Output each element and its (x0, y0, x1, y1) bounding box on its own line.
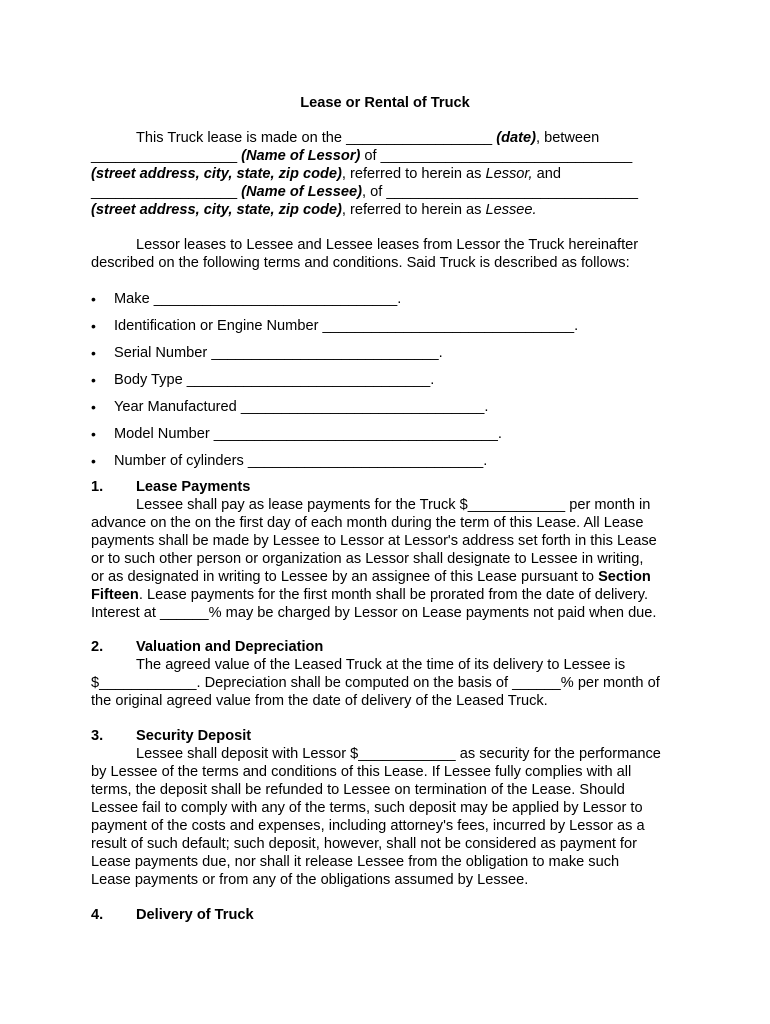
list-item-serial-number (91, 344, 711, 371)
body-line: Lessee shall pay as lease payments for the Truck $____________ per month in (136, 497, 651, 513)
body-line (91, 586, 691, 604)
lessor-address-label: (street address, city, state, zip code) (91, 166, 342, 182)
section-number: 3. (91, 728, 104, 744)
body-text: . Lease payments for the first month shall be prorated from the date of delivery. (138, 587, 648, 603)
description-line-1: Lessor leases to Lessee and Lessee leases from Lessor the Truck hereinafter (136, 237, 639, 253)
list-item-cylinders (91, 452, 711, 479)
intro-line-2 (91, 147, 691, 165)
body-line: The agreed value of the Leased Truck at the time of its delivery to Lessee is (136, 657, 626, 673)
body-line (91, 568, 691, 586)
list-item-text: Year Manufactured ______________________________. (114, 399, 489, 415)
section-reference: Section (598, 569, 651, 585)
lessee-name-blank: __________________ (91, 184, 242, 200)
lessee-address-blank: , of _______________________________ (362, 184, 638, 200)
section-2-heading (91, 638, 691, 656)
intro-text: This Truck lease is made on the __________________ (136, 130, 497, 146)
section-title: Valuation and Depreciation (136, 639, 324, 655)
bullet-icon: • (91, 426, 96, 442)
bullet-icon: • (91, 291, 96, 307)
truck-details-list (91, 290, 711, 479)
intro-text: and (532, 166, 561, 182)
list-item-text: Serial Number ____________________________. (114, 345, 443, 361)
section-3-body (91, 745, 691, 889)
bullet-icon: • (91, 399, 96, 415)
list-item-make (91, 290, 711, 317)
intro-line-4 (91, 183, 691, 201)
bullet-icon: • (91, 372, 96, 388)
lessor-address-blank: of _______________________________ (360, 148, 633, 164)
body-line: payment of the costs and expenses, including attorney's fees, incurred by Lessor as a (91, 818, 645, 834)
section-title: Security Deposit (136, 728, 252, 744)
body-text: or as designated in writing to Lessee by an assignee of this Lease pursuant to (91, 569, 599, 585)
list-item-body-type (91, 371, 711, 398)
section-number: 4. (91, 907, 104, 923)
body-line: the original agreed value from the date of delivery of the Leased Truck. (91, 693, 548, 709)
section-1-body (91, 496, 691, 622)
lessee-name-label: (Name of Lessee) (241, 184, 363, 200)
list-item-text: Number of cylinders _____________________________. (114, 453, 488, 469)
list-item-engine-number (91, 317, 711, 344)
body-line: Interest at ______% may be charged by Lessor on Lease payments not paid when due. (91, 605, 657, 621)
body-line: Lease payments or from any of the obligations assumed by Lessee. (91, 872, 529, 888)
lessor-name-label: (Name of Lessor) (241, 148, 361, 164)
list-item-text: Identification or Engine Number _______________________________. (114, 318, 579, 334)
intro-text: , between (535, 130, 600, 146)
section-title: Delivery of Truck (136, 907, 254, 923)
body-line: $____________. Depreciation shall be computed on the basis of ______% per month of (91, 675, 660, 691)
list-item-text: Make ______________________________. (114, 291, 402, 307)
section-number: 1. (91, 479, 104, 495)
intro-line-3 (91, 165, 691, 183)
section-3-heading (91, 727, 691, 745)
body-line: Lessee shall deposit with Lessor $____________ as security for the performance (136, 746, 661, 762)
lessee-term: Lessee. (485, 202, 537, 218)
list-item-text: Model Number ___________________________________. (114, 426, 502, 442)
list-item-text: Body Type ______________________________. (114, 372, 435, 388)
lessor-name-blank: __________________ (91, 148, 242, 164)
section-title: Lease Payments (136, 479, 251, 495)
intro-line-1 (91, 129, 691, 147)
section-number: 2. (91, 639, 104, 655)
description-paragraph (91, 236, 691, 272)
section-reference: Fifteen (91, 587, 139, 603)
intro-text: , referred to herein as (341, 202, 486, 218)
section-4-heading (91, 906, 691, 924)
section-2-body (91, 656, 691, 710)
bullet-icon: • (91, 345, 96, 361)
body-line: Lessee fail to comply with any of the terms, such deposit may be applied by Lessor to (91, 800, 643, 816)
body-line: result of such default; such deposit, however, shall not be considered as payment for (91, 836, 637, 852)
description-line-2: described on the following terms and conditions. Said Truck is described as follows: (91, 255, 630, 271)
document-title: Lease or Rental of Truck (300, 95, 470, 111)
body-line: payments shall be made by Lessee to Lessor at Lessor's address set forth in this Lease (91, 533, 657, 549)
body-line: or to such other person or organization as Lessor shall designate to Lessee in writing, (91, 551, 644, 567)
bullet-icon: • (91, 453, 96, 469)
intro-paragraph (91, 129, 691, 219)
section-1-heading (91, 478, 691, 496)
intro-text: , referred to herein as (341, 166, 486, 182)
bullet-icon: • (91, 318, 96, 334)
list-item-year (91, 398, 711, 425)
body-line: advance on the on the first day of each month during the term of this Lease. All Lease (91, 515, 644, 531)
body-line: terms, the deposit shall be refunded to Lessee on termination of the Lease. Should (91, 782, 625, 798)
list-item-model-number (91, 425, 711, 452)
body-line: by Lessee of the terms and conditions of this Lease. If Lessee fully complies with all (91, 764, 632, 780)
lessor-term: Lessor, (485, 166, 533, 182)
body-line: Lease payments due, nor shall it release Lessee from the obligation to make such (91, 854, 620, 870)
intro-line-5 (91, 201, 691, 219)
lessee-address-label: (street address, city, state, zip code) (91, 202, 342, 218)
date-label: (date) (496, 130, 536, 146)
